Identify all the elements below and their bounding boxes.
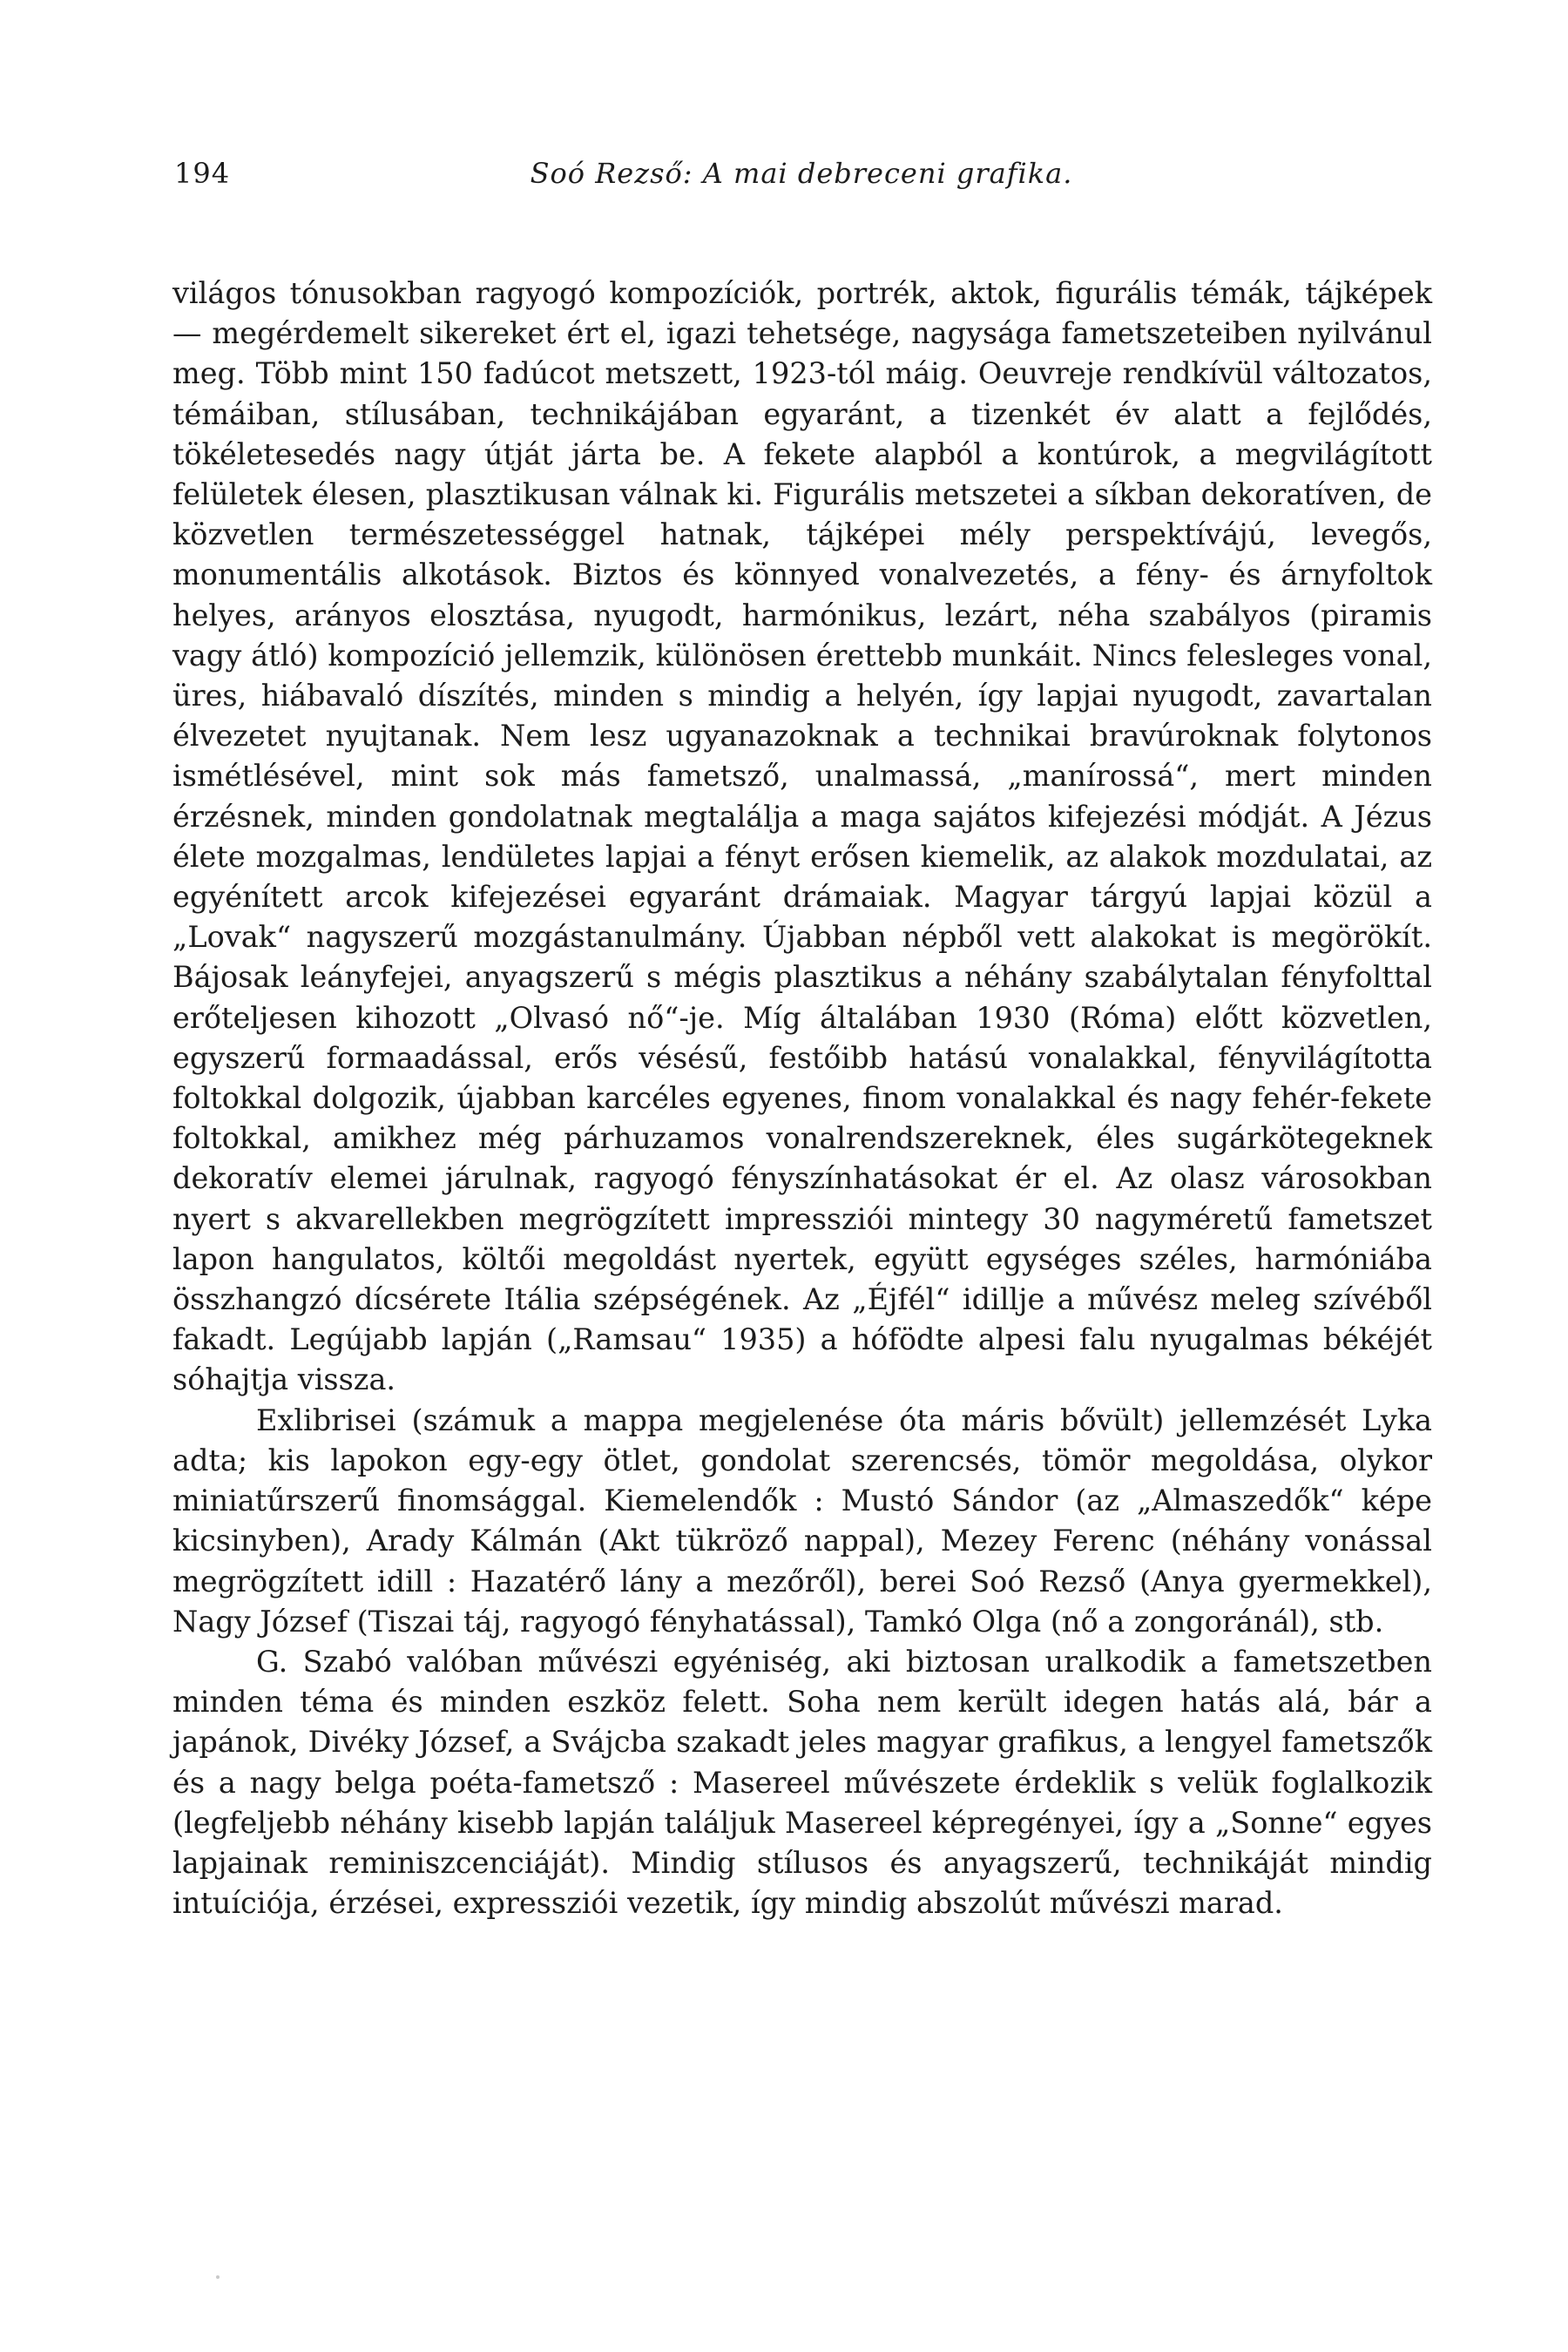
paragraph-3: G. Szabó valóban művészi egyéniség, aki biztosan uralkodik a fametszetben minden téma és minden eszköz felett. Soha nem került idegen hatás alá, bár a japánok, Divéky József, a Svájcba szakadt jeles magyar grafikus, a lengyel fametszők és a nagy belga poéta-fametsző : Masereel művészete érdeklik s velük foglalkozik (legfeljebb néhány kisebb lapján találjuk Masereel képregényei, így a „Sonne“ egyes lapjainak reminiszcenciáját). Mindig stílusos és anyagszerű, technikáját mindig intuíciója, érzései, expressziói vezetik, így mindig abszolút művészi marad. xyxy=(172,1644,1432,1921)
paragraph-1: világos tónusokban ragyogó kompozíciók, portrék, aktok, figurális témák, tájképek — megérdemelt sikereket ért el, igazi tehetsége, nagysága fametszeteiben nyilvánul meg. Több mint 150 fadúcot metszett, 1923-tól máig. Oeuvreje rendkívül változatos, témáiban, stílusában, technikájában egyaránt, a tizenkét év alatt a fejlődés, tökéletesedés nagy útját járta be. A fekete alapból a kontúrok, a megvilágított felületek élesen, plasztikusan válnak ki. Figurális metszetei a síkban dekoratíven, de közvetlen természetességgel hatnak, tájképei mély perspektívájú, levegős, monumentális alkotások. Biztos és könnyed vonalvezetés, a fény- és árnyfoltok helyes, arányos elosztása, nyugodt, harmónikus, lezárt, néha szabályos (piramis vagy átló) kompozíció jellemzik, különösen érettebb munkáit. Nincs felesleges vonal, üres, hiábavaló díszítés, minden s mindig a helyén, így lapjai nyugodt, zavartalan élvezetet nyujtanak. Nem lesz ugyanazoknak a technikai bravúroknak folytonos ismétlésével, mint sok más fametsző, unalmassá, „manírossá“, mert minden érzésnek, minden gondolatnak megtalálja a maga sajátos kifejezési módját. A Jézus élete mozgalmas, lendületes lapjai a fényt erősen kiemelik, az alakok mozdulatai, az egyénített arcok kifejezései egyaránt drámaiak. Magyar tárgyú lapjai közül a „Lovak“ nagyszerű mozgástanulmány. Újabban népből vett alakokat is megörökít. Bájosak leányfejei, anyagszerű s mégis plasztikus a néhány szabálytalan fényfolttal erőteljesen kihozott „Olvasó nő“-je. Míg általában 1930 (Róma) előtt közvetlen, egyszerű formaadással, erős vésésű, festőibb hatású vonalakkal, fényvilágította foltokkal dolgozik, újabban karcéles egyenes, finom vonalakkal és nagy fehér-fekete foltokkal, amikhez még párhuzamos vonalrendszereknek, éles sugárkötegeknek dekoratív elemei járulnak, ragyogó fényszínhatásokat ér el. Az olasz városokban nyert s akvarellekben megrögzített impressziói mintegy 30 nagyméretű fametszet lapon hangulatos, költői megoldást nyertek, együtt egységes széles, harmóniába összhangzó dícsérete Itália szépségének. Az „Éjfél“ idillje a művész meleg szívéből fakadt. Legújabb lapján („Ramsau“ 1935) a hófödte alpesi falu nyugalmas békéjét sóhajtja vissza. xyxy=(172,276,1432,1397)
body-text xyxy=(172,274,1432,1923)
paragraph-2: Exlibrisei (számuk a mappa megjelenése óta máris bővült) jellemzését Lyka adta; kis lapokon egy-egy ötlet, gondolat szerencsés, tömör megoldása, olykor miniatűrszerű finomsággal. Kiemelendők : Mustó Sándor (az „Almaszedők“ képe kicsinyben), Arady Kálmán (Akt tükröző nappal), Mezey Ferenc (néhány vonással megrögzített idill : Hazatérő lány a mezőről), berei Soó Rezső (Anya gyermekkel), Nagy József (Tiszai táj, ragyogó fényhatással), Tamkó Olga (nő a zongoránál), stb. xyxy=(172,1402,1432,1639)
paper-speck xyxy=(216,2275,220,2279)
running-head xyxy=(174,157,1429,209)
page-number: 194 xyxy=(174,157,231,190)
header-title: Soó Rezső: A mai debreceni grafika. xyxy=(530,157,1073,190)
